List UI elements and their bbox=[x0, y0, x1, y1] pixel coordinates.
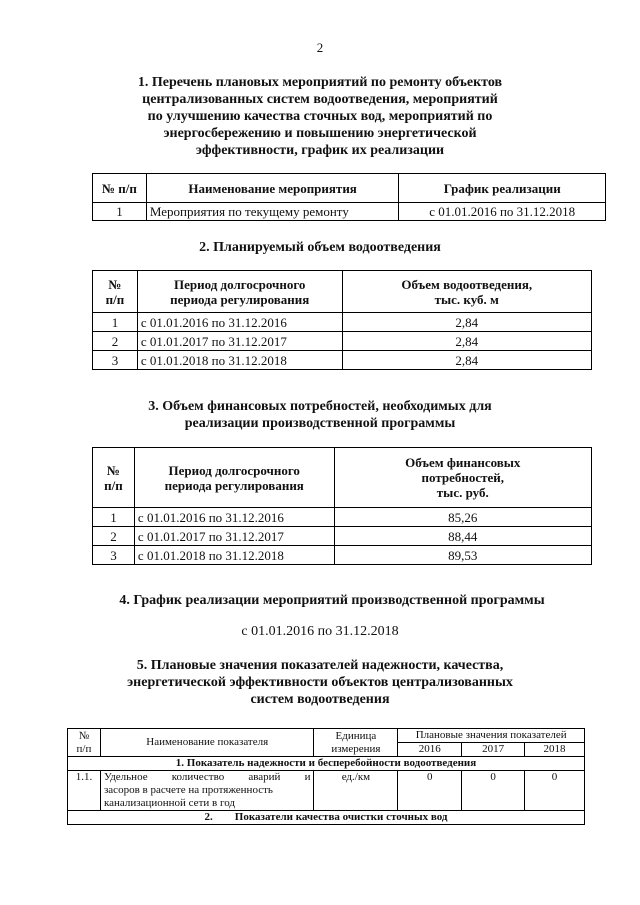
finance-table bbox=[92, 447, 592, 565]
cell-value-2016: 0 bbox=[398, 771, 462, 811]
col-header-year: 2017 bbox=[462, 743, 525, 757]
cell-name-line: засоров в расчете на протяженность bbox=[103, 784, 273, 796]
col-header-period bbox=[137, 271, 342, 313]
cell-name: Мероприятия по текущему ремонту bbox=[146, 203, 399, 221]
indicators-table bbox=[67, 728, 585, 825]
cell-num: 3 bbox=[93, 351, 138, 370]
cell-name-line: канализационной сети в год bbox=[103, 797, 235, 809]
measures-table bbox=[92, 173, 606, 221]
table-row bbox=[93, 332, 592, 351]
col-header-num-line: п/п bbox=[105, 291, 125, 307]
col-header-finance-line: Объем финансовых bbox=[405, 455, 521, 470]
col-header-num-line: п/п bbox=[76, 742, 92, 755]
cell-name-line: Удельное количество аварий и bbox=[103, 771, 311, 783]
col-header-num-line: № bbox=[106, 462, 120, 478]
cell-period: с 01.01.2016 по 31.12.2016 bbox=[137, 313, 342, 332]
col-header-name: Наименование мероприятия bbox=[146, 174, 399, 203]
cell-period: с 01.01.2016 по 31.12.2018 bbox=[399, 203, 606, 221]
cell-value: 2,84 bbox=[342, 332, 591, 351]
table-row bbox=[93, 203, 606, 221]
col-header-period bbox=[134, 448, 334, 508]
col-header-num bbox=[68, 729, 101, 757]
col-header-finance-line: тыс. руб. bbox=[436, 485, 489, 500]
col-header-planned: Плановые значения показателей bbox=[398, 729, 585, 743]
cell-num: 1 bbox=[93, 203, 147, 221]
table-row bbox=[93, 527, 592, 546]
cell-period: с 01.01.2016 по 31.12.2016 bbox=[134, 508, 334, 527]
cell-value: 85,26 bbox=[334, 508, 591, 527]
volume-table bbox=[92, 270, 592, 370]
col-header-schedule: График реализации bbox=[399, 174, 606, 203]
cell-value: 2,84 bbox=[342, 313, 591, 332]
col-header-year: 2018 bbox=[525, 743, 585, 757]
table-header-row bbox=[93, 174, 606, 203]
section-2-text: Показатели качества очистки сточных вод bbox=[234, 811, 448, 823]
table-row bbox=[93, 508, 592, 527]
cell-num: 1 bbox=[93, 508, 135, 527]
cell-period: с 01.01.2017 по 31.12.2017 bbox=[137, 332, 342, 351]
col-header-unit-line: Единица bbox=[335, 729, 377, 742]
col-header-period-line: периода регулирования bbox=[164, 477, 304, 493]
section-2-num: 2. bbox=[204, 811, 213, 823]
col-header-year: 2016 bbox=[398, 743, 462, 757]
section-1-title bbox=[0, 74, 640, 159]
col-header-num bbox=[93, 271, 138, 313]
section-1-title-line: централизованных систем водоотведения, мероприятий bbox=[142, 92, 498, 107]
section-1-title-line: эффективности, график их реализации bbox=[195, 143, 445, 158]
table-header-row bbox=[68, 729, 585, 743]
col-header-volume-line: Объем водоотведения, bbox=[401, 276, 533, 292]
section-1-title-line: энергосбережению и повышению энергетической bbox=[163, 126, 477, 141]
table-header-row bbox=[93, 271, 592, 313]
section-4-period: с 01.01.2016 по 31.12.2018 bbox=[241, 624, 399, 639]
col-header-num-line: № bbox=[108, 276, 122, 292]
cell-period: с 01.01.2018 по 31.12.2018 bbox=[134, 546, 334, 565]
section-5-title-line: 5. Плановые значения показателей надежности, качества, bbox=[136, 658, 504, 673]
section-4-title: 4. График реализации мероприятий производственной программы bbox=[119, 593, 545, 608]
cell-num: 1.1. bbox=[68, 771, 101, 811]
col-header-period-line: Период долгосрочного bbox=[174, 276, 306, 292]
cell-value: 88,44 bbox=[334, 527, 591, 546]
section-1-label: 1. Показатель надежности и бесперебойности водоотведения bbox=[68, 757, 585, 771]
cell-value: 2,84 bbox=[342, 351, 591, 370]
col-header-num-line: п/п bbox=[104, 477, 123, 493]
table-row bbox=[68, 771, 585, 811]
page-number: 2 bbox=[316, 40, 324, 55]
section-1-title-line: по улучшению качества сточных вод, мероприятий по bbox=[147, 109, 493, 124]
cell-value-2018: 0 bbox=[525, 771, 585, 811]
cell-value: 89,53 bbox=[334, 546, 591, 565]
section-row bbox=[68, 757, 585, 771]
section-row bbox=[68, 811, 585, 825]
section-5-title-line: энергетической эффективности объектов централизованных bbox=[127, 675, 513, 690]
section-1-title-line: 1. Перечень плановых мероприятий по ремонту объектов bbox=[137, 75, 503, 90]
col-header-period-line: периода регулирования bbox=[170, 291, 310, 307]
col-header-period-line: Период долгосрочного bbox=[168, 462, 300, 478]
col-header-num bbox=[93, 448, 135, 508]
cell-num: 1 bbox=[93, 313, 138, 332]
section-2-label bbox=[68, 811, 585, 825]
cell-num: 2 bbox=[93, 527, 135, 546]
table-row bbox=[93, 351, 592, 370]
cell-period: с 01.01.2018 по 31.12.2018 bbox=[137, 351, 342, 370]
section-5-title bbox=[0, 657, 640, 708]
col-header-volume-line: тыс. куб. м bbox=[434, 291, 499, 307]
table-row bbox=[93, 313, 592, 332]
section-2-title: 2. Планируемый объем водоотведения bbox=[199, 240, 441, 255]
section-3-title-line: реализации производственной программы bbox=[184, 416, 456, 431]
col-header-unit bbox=[314, 729, 398, 757]
col-header-num: № п/п bbox=[93, 174, 147, 203]
col-header-volume bbox=[342, 271, 591, 313]
cell-num: 2 bbox=[93, 332, 138, 351]
section-3-title bbox=[0, 398, 640, 432]
cell-value-2017: 0 bbox=[462, 771, 525, 811]
col-header-name: Наименование показателя bbox=[100, 729, 314, 757]
col-header-finance bbox=[334, 448, 591, 508]
cell-name bbox=[100, 771, 314, 811]
section-3-title-line: 3. Объем финансовых потребностей, необходимых для bbox=[148, 399, 492, 414]
cell-unit: ед./км bbox=[314, 771, 398, 811]
col-header-finance-line: потребностей, bbox=[421, 470, 505, 485]
table-header-row bbox=[93, 448, 592, 508]
cell-num: 3 bbox=[93, 546, 135, 565]
cell-period: с 01.01.2017 по 31.12.2017 bbox=[134, 527, 334, 546]
table-row bbox=[93, 546, 592, 565]
col-header-unit-line: измерения bbox=[331, 742, 381, 755]
section-5-title-line: систем водоотведения bbox=[250, 692, 390, 707]
col-header-num-line: № bbox=[78, 729, 90, 742]
